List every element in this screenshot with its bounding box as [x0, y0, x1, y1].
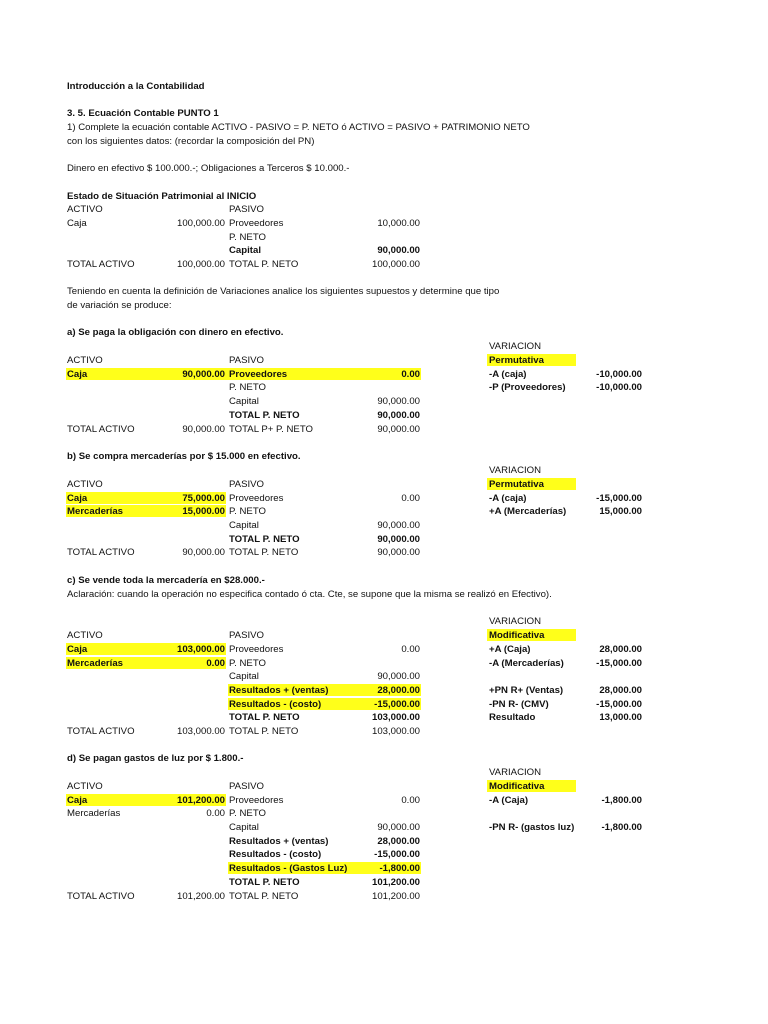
capital-value: 90,000.00: [377, 396, 420, 407]
variation-type-badge: Modificativa: [489, 630, 545, 641]
capital-label: Capital: [229, 396, 259, 407]
total-activo-label: TOTAL ACTIVO: [67, 424, 135, 435]
variation-value: -15,000.00: [596, 658, 642, 669]
variaciones-line-1: Teniendo en cuenta la definición de Variaciones analice los siguientes supuestos y determine que tipo: [67, 286, 500, 297]
total-activo-value: 90,000.00: [182, 424, 225, 435]
resultados-costo-value: -15,000.00: [374, 849, 420, 860]
variation-type-badge: Permutativa: [489, 479, 544, 490]
variation-value: -1,800.00: [601, 795, 642, 806]
activo-header: ACTIVO: [67, 204, 103, 215]
total-pneto-value: 90,000.00: [377, 534, 420, 545]
resultados-ventas-value: 28,000.00: [377, 836, 420, 847]
mercaderias-value: 0.00: [206, 658, 225, 669]
capital-label: Capital: [229, 245, 261, 256]
total-activo-label: TOTAL ACTIVO: [67, 891, 135, 902]
mercaderias-label: Mercaderías: [67, 506, 123, 517]
total-activo-value: 101,200.00: [176, 891, 225, 902]
total-pneto-label: TOTAL P. NETO: [229, 726, 299, 737]
pneto-label: P. NETO: [229, 658, 266, 669]
activo-header: ACTIVO: [67, 781, 103, 792]
pneto-label: P. NETO: [229, 808, 266, 819]
variation-value: -10,000.00: [596, 382, 642, 393]
activo-header: ACTIVO: [67, 355, 103, 366]
resultados-ventas-value: 28,000.00: [377, 685, 420, 696]
variation-type-badge: Permutativa: [489, 355, 544, 366]
section-title: 3. 5. Ecuación Contable PUNTO 1: [67, 108, 219, 119]
proveedores-value: 0.00: [401, 369, 420, 380]
mercaderias-value: 15,000.00: [182, 506, 225, 517]
proveedores-label: Proveedores: [229, 795, 284, 806]
total-activo-label: TOTAL ACTIVO: [67, 547, 135, 558]
total-pneto-label: TOTAL P. NETO: [229, 534, 300, 545]
total-pneto-label: TOTAL P. NETO: [229, 891, 299, 902]
proveedores-value: 0.00: [401, 493, 420, 504]
variation-label: -A (caja): [489, 369, 527, 380]
capital-label: Capital: [229, 520, 259, 531]
data-line: Dinero en efectivo $ 100.000.-; Obligaciones a Terceros $ 10.000.-: [67, 163, 350, 174]
doc-title: Introducción a la Contabilidad: [67, 81, 205, 92]
proveedores-label: Proveedores: [229, 493, 284, 504]
variation-label: -A (Mercaderías): [489, 658, 564, 669]
pasivo-header: PASIVO: [229, 204, 265, 215]
case-c-title: c) Se vende toda la mercadería en $28.000.-: [67, 575, 265, 586]
inicio-title: Estado de Situación Patrimonial al INICIO: [67, 191, 257, 202]
variation-label: +PN R+ (Ventas): [489, 685, 564, 696]
capital-label: Capital: [229, 671, 259, 682]
total-pneto-label: TOTAL P. NETO: [229, 410, 300, 421]
variation-value: 28,000.00: [599, 644, 642, 655]
capital-value: 90,000.00: [377, 520, 420, 531]
capital-label: Capital: [229, 822, 259, 833]
activo-header: ACTIVO: [67, 630, 103, 641]
variation-label: -A (Caja): [489, 795, 529, 806]
resultados-ventas-label: Resultados + (ventas): [229, 685, 329, 696]
capital-value: 90,000.00: [377, 245, 420, 256]
variation-label: -P (Proveedores): [489, 382, 566, 393]
variation-value: -10,000.00: [596, 369, 642, 380]
total-pneto-value: 103,000.00: [371, 712, 420, 723]
mercaderias-value: 0.00: [206, 808, 225, 819]
proveedores-label: Proveedores: [229, 644, 284, 655]
case-c-note: Aclaración: cuando la operación no especifica contado ó cta. Cte, se supone que la misma se realizó en Efectivo).: [67, 589, 552, 600]
resultados-luz-label: Resultados - (Gastos Luz): [229, 863, 348, 874]
variacion-header: VARIACION: [489, 767, 542, 778]
pasivo-header: PASIVO: [229, 355, 265, 366]
total-p-pneto-value: 90,000.00: [377, 424, 420, 435]
variation-label: -PN R- (CMV): [489, 699, 549, 710]
proveedores-value: 10,000.00: [377, 218, 420, 229]
pneto-label: P. NETO: [229, 506, 266, 517]
resultado-value: 13,000.00: [599, 712, 642, 723]
variation-value: 15,000.00: [599, 506, 642, 517]
caja-value: 75,000.00: [182, 493, 225, 504]
capital-value: 90,000.00: [377, 671, 420, 682]
variation-value: -15,000.00: [596, 699, 642, 710]
pasivo-header: PASIVO: [229, 479, 265, 490]
resultados-costo-label: Resultados - (costo): [229, 849, 322, 860]
variacion-header: VARIACION: [489, 465, 542, 476]
mercaderias-label: Mercaderías: [67, 658, 123, 669]
mercaderias-label: Mercaderías: [67, 808, 121, 819]
variation-value: -1,800.00: [601, 822, 642, 833]
total-pneto-label: TOTAL P. NETO: [229, 259, 299, 270]
caja-label: Caja: [67, 795, 88, 806]
caja-label: Caja: [67, 644, 88, 655]
proveedores-label: Proveedores: [229, 369, 288, 380]
variaciones-line-2: de variación se produce:: [67, 300, 172, 311]
variacion-header: VARIACION: [489, 341, 542, 352]
caja-value: 101,200.00: [176, 795, 225, 806]
total-pneto-label: TOTAL P. NETO: [229, 712, 300, 723]
variation-label: +A (Mercaderías): [489, 506, 567, 517]
proveedores-value: 0.00: [401, 795, 420, 806]
resultados-costo-value: -15,000.00: [374, 699, 420, 710]
resultados-luz-value: -1,800.00: [379, 863, 420, 874]
caja-value: 100,000.00: [176, 218, 225, 229]
variation-label: -A (caja): [489, 493, 527, 504]
pasivo-header: PASIVO: [229, 781, 265, 792]
total-pneto-value: 90,000.00: [377, 547, 420, 558]
total-pneto-value: 90,000.00: [377, 410, 420, 421]
total-activo-value: 90,000.00: [182, 547, 225, 558]
instruction-line-2: con los siguientes datos: (recordar la composición del PN): [67, 136, 315, 147]
total-pneto-value: 100,000.00: [371, 259, 420, 270]
variacion-header: VARIACION: [489, 616, 542, 627]
pneto-label: P. NETO: [229, 232, 266, 243]
total-p-pneto-label: TOTAL P+ P. NETO: [229, 424, 313, 435]
caja-value: 90,000.00: [182, 369, 225, 380]
total-pneto-value: 101,200.00: [371, 877, 420, 888]
case-b-title: b) Se compra mercaderías por $ 15.000 en efectivo.: [67, 451, 301, 462]
total-activo-value: 100,000.00: [176, 259, 225, 270]
case-a-title: a) Se paga la obligación con dinero en efectivo.: [67, 327, 284, 338]
variation-type-badge: Modificativa: [489, 781, 545, 792]
variation-label: -PN R- (gastos luz): [489, 822, 575, 833]
capital-value: 90,000.00: [377, 822, 420, 833]
resultados-ventas-label: Resultados + (ventas): [229, 836, 329, 847]
resultado-label: Resultado: [489, 712, 536, 723]
caja-value: 103,000.00: [176, 644, 225, 655]
activo-header: ACTIVO: [67, 479, 103, 490]
proveedores-value: 0.00: [401, 644, 420, 655]
resultados-costo-label: Resultados - (costo): [229, 699, 322, 710]
caja-label: Caja: [67, 369, 88, 380]
total-activo-label: TOTAL ACTIVO: [67, 726, 135, 737]
total-pneto-label: TOTAL P. NETO: [229, 877, 300, 888]
caja-label: Caja: [67, 493, 88, 504]
instruction-line-1: 1) Complete la ecuación contable ACTIVO - PASIVO = P. NETO ó ACTIVO = PASIVO + PATRIMONIO NETO: [67, 122, 530, 133]
total-pneto-label: TOTAL P. NETO: [229, 547, 299, 558]
caja-label: Caja: [67, 218, 87, 229]
total-activo-label: TOTAL ACTIVO: [67, 259, 135, 270]
pneto-label: P. NETO: [229, 382, 266, 393]
proveedores-label: Proveedores: [229, 218, 284, 229]
variation-label: +A (Caja): [489, 644, 531, 655]
pasivo-header: PASIVO: [229, 630, 265, 641]
variation-value: -15,000.00: [596, 493, 642, 504]
total-pneto-value: 103,000.00: [371, 726, 420, 737]
total-activo-value: 103,000.00: [176, 726, 225, 737]
variation-value: 28,000.00: [599, 685, 642, 696]
case-d-title: d) Se pagan gastos de luz por $ 1.800.-: [67, 753, 244, 764]
total-pneto-value: 101,200.00: [371, 891, 420, 902]
